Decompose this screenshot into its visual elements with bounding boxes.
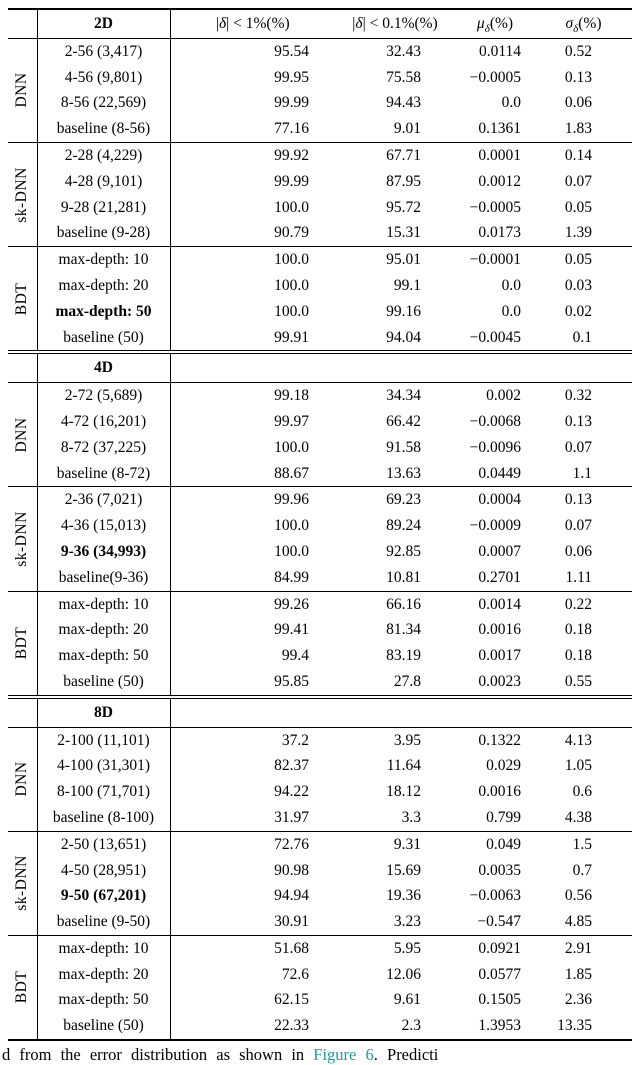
model-cell: max-depth: 50 [37, 643, 170, 669]
value-cell: 0.0173 [478, 224, 521, 242]
table-row [8, 299, 632, 325]
section-header-8d [8, 697, 632, 727]
value-cell: 92.85 [386, 542, 421, 560]
table-row [8, 247, 632, 273]
table-row [8, 962, 632, 988]
group-sk-dnn [8, 831, 632, 935]
column-header [455, 697, 535, 727]
value-cell: 0.13 [564, 491, 592, 509]
model-cell: 2-100 (11,101) [37, 727, 170, 753]
table-row [8, 779, 632, 805]
value-cell: 32.43 [386, 42, 421, 60]
value-cell: 3.23 [393, 913, 421, 931]
value-cell: 0.18 [564, 621, 592, 639]
model-cell: max-depth: 10 [37, 591, 170, 617]
column-header [170, 697, 335, 727]
value-cell: 100.0 [274, 542, 309, 560]
model-cell: baseline (8-100) [37, 805, 170, 831]
value-cell: 2.91 [564, 939, 592, 957]
value-cell: 0.1 [572, 328, 592, 346]
value-cell: −0.547 [477, 913, 521, 931]
caption-fragment-post: . Predicti [373, 1045, 439, 1064]
value-cell: 0.0017 [478, 647, 521, 665]
value-cell: 51.68 [274, 939, 309, 957]
value-cell: 5.95 [393, 939, 421, 957]
model-cell: baseline (8-72) [37, 461, 170, 487]
value-cell: 99.41 [274, 621, 309, 639]
value-cell: 13.35 [557, 1017, 592, 1035]
section-label: 4D [37, 352, 170, 382]
value-cell: 0.0012 [478, 172, 521, 190]
value-cell: 0.0007 [478, 542, 521, 560]
value-cell: 0.0016 [478, 783, 521, 801]
value-cell: 0.07 [564, 438, 592, 456]
paper-page [0, 8, 640, 1064]
group-label-cell [8, 727, 37, 831]
table-row [8, 669, 632, 697]
group-dnn [8, 727, 632, 831]
section-label: 2D [37, 9, 170, 38]
model-cell: 9-50 (67,201) [37, 883, 170, 909]
value-cell: 99.99 [274, 94, 309, 112]
model-cell: 2-50 (13,651) [37, 831, 170, 857]
model-cell: baseline (50) [37, 325, 170, 353]
value-cell: 9.61 [393, 991, 421, 1009]
value-cell: 31.97 [274, 808, 309, 826]
section-header-row [8, 352, 632, 382]
model-cell: 2-28 (4,229) [37, 142, 170, 168]
value-cell: 11.64 [386, 757, 421, 775]
group-sk-dnn [8, 487, 632, 591]
value-cell: 0.05 [564, 198, 592, 216]
value-cell: 0.14 [564, 146, 592, 164]
value-cell: 0.1361 [478, 120, 521, 138]
model-cell: baseline (50) [37, 1013, 170, 1040]
table-row [8, 909, 632, 935]
value-cell: 82.37 [274, 757, 309, 775]
value-cell: 0.0449 [478, 464, 521, 482]
model-cell: baseline(9-36) [37, 565, 170, 591]
value-cell: 88.67 [274, 464, 309, 482]
value-cell: 90.79 [274, 224, 309, 242]
table-row [8, 461, 632, 487]
column-header: |δ| < 0.1%(%) [352, 15, 438, 32]
value-cell: 0.0 [501, 276, 521, 294]
table-row [8, 753, 632, 779]
table-row [8, 325, 632, 353]
model-cell: 4-100 (31,301) [37, 753, 170, 779]
model-cell: 2-72 (5,689) [37, 383, 170, 409]
table-row [8, 513, 632, 539]
value-cell: 99.95 [274, 68, 309, 86]
value-cell: 10.81 [386, 568, 421, 586]
value-cell: 0.2701 [478, 568, 521, 586]
value-cell: 95.72 [386, 198, 421, 216]
value-cell: −0.0045 [469, 328, 521, 346]
value-cell: 4.85 [564, 913, 592, 931]
value-cell: 0.18 [564, 647, 592, 665]
table-row [8, 487, 632, 513]
value-cell: 94.43 [386, 94, 421, 112]
value-cell: 87.95 [386, 172, 421, 190]
caption-fragment-pre: d from the error distribution as shown in [2, 1045, 314, 1064]
table-row [8, 90, 632, 116]
value-cell: 94.22 [274, 783, 309, 801]
model-cell: 2-56 (3,417) [37, 38, 170, 64]
group-label: DNN [13, 417, 31, 453]
value-cell: 99.26 [274, 595, 309, 613]
model-cell: max-depth: 50 [37, 299, 170, 325]
value-cell: −0.0068 [469, 412, 521, 430]
value-cell: 0.0 [501, 94, 521, 112]
table-row [8, 883, 632, 909]
group-label: BDT [13, 626, 31, 660]
value-cell: 0.002 [486, 387, 521, 405]
value-cell: 75.58 [386, 68, 421, 86]
column-header [455, 352, 535, 382]
value-cell: 0.0114 [478, 42, 521, 60]
value-cell: 99.16 [386, 302, 421, 320]
group-label: BDT [13, 971, 31, 1004]
group-label: sk-DNN [13, 511, 31, 567]
group-label: DNN [13, 72, 31, 108]
value-cell: 1.05 [564, 757, 592, 775]
value-cell: 99.92 [274, 146, 309, 164]
model-cell: max-depth: 20 [37, 273, 170, 299]
model-cell: 9-36 (34,993) [37, 539, 170, 565]
model-cell: max-depth: 20 [37, 617, 170, 643]
value-cell: 91.58 [386, 438, 421, 456]
value-cell: 100.0 [274, 198, 309, 216]
value-cell: 0.0014 [478, 595, 521, 613]
value-cell: 100.0 [274, 302, 309, 320]
model-cell: baseline (50) [37, 669, 170, 697]
value-cell: 0.6 [572, 783, 592, 801]
value-cell: 94.94 [274, 887, 309, 905]
group-label-cell [8, 935, 37, 1040]
group-dnn [8, 383, 632, 487]
value-cell: 13.63 [386, 464, 421, 482]
model-cell: max-depth: 50 [37, 987, 170, 1013]
value-cell: 0.06 [564, 94, 592, 112]
table-row [8, 116, 632, 142]
table-row [8, 831, 632, 857]
group-label: sk-DNN [13, 855, 31, 912]
value-cell: 15.31 [386, 224, 421, 242]
value-cell: 0.1505 [478, 991, 521, 1009]
figure-reference-link[interactable]: Figure 6 [313, 1045, 374, 1064]
column-header [170, 352, 335, 382]
value-cell: 0.0004 [478, 491, 521, 509]
table-row [8, 935, 632, 961]
value-cell: 0.06 [564, 542, 592, 560]
value-cell: 99.18 [274, 387, 309, 405]
value-cell: 19.36 [386, 887, 421, 905]
value-cell: 0.0001 [478, 146, 521, 164]
column-header: |δ| < 1%(%) [215, 15, 290, 32]
value-cell: 90.98 [274, 861, 309, 879]
value-cell: 0.02 [564, 302, 592, 320]
value-cell: 0.0 [501, 302, 521, 320]
value-cell: 0.799 [486, 808, 521, 826]
value-cell: 0.13 [564, 412, 592, 430]
value-cell: 0.029 [486, 757, 521, 775]
value-cell: 89.24 [386, 517, 421, 535]
model-cell: 8-72 (37,225) [37, 435, 170, 461]
rotated-label-spacer [8, 352, 37, 382]
value-cell: 1.3953 [478, 1017, 521, 1035]
table-row [8, 169, 632, 195]
model-cell: 4-28 (9,101) [37, 169, 170, 195]
value-cell: 22.33 [274, 1017, 309, 1035]
model-cell: 4-56 (9,801) [37, 65, 170, 91]
value-cell: 37.2 [281, 731, 309, 749]
value-cell: 0.32 [564, 387, 592, 405]
column-header [335, 352, 455, 382]
value-cell: 99.4 [281, 647, 309, 665]
model-cell: 2-36 (7,021) [37, 487, 170, 513]
value-cell: 0.0577 [478, 965, 521, 983]
value-cell: 100.0 [274, 276, 309, 294]
model-cell: baseline (9-50) [37, 909, 170, 935]
table-row [8, 195, 632, 221]
table-row [8, 1013, 632, 1040]
table-row [8, 142, 632, 168]
model-cell: max-depth: 10 [37, 935, 170, 961]
value-cell: 0.55 [564, 672, 592, 690]
table-row [8, 539, 632, 565]
group-label-cell [8, 383, 37, 487]
value-cell: −0.0063 [469, 887, 521, 905]
table-row [8, 858, 632, 884]
value-cell: 100.0 [274, 517, 309, 535]
value-cell: 9.01 [393, 120, 421, 138]
group-bdt [8, 591, 632, 697]
table-row [8, 273, 632, 299]
value-cell: 66.16 [386, 595, 421, 613]
value-cell: 0.07 [564, 172, 592, 190]
section-header-row [8, 697, 632, 727]
value-cell: 18.12 [386, 783, 421, 801]
value-cell: 99.99 [274, 172, 309, 190]
table-row [8, 38, 632, 64]
value-cell: 99.96 [274, 491, 309, 509]
value-cell: 1.5 [572, 835, 592, 853]
group-label-cell [8, 142, 37, 246]
value-cell: 4.13 [564, 731, 592, 749]
value-cell: 95.54 [274, 42, 309, 60]
model-cell: 8-100 (71,701) [37, 779, 170, 805]
table-row [8, 65, 632, 91]
group-label-cell [8, 247, 37, 353]
group-bdt [8, 247, 632, 353]
group-bdt [8, 935, 632, 1040]
value-cell: 95.85 [274, 672, 309, 690]
section-header-4d [8, 352, 632, 382]
value-cell: 2.3 [401, 1017, 421, 1035]
value-cell: 0.7 [572, 861, 592, 879]
section-label: 8D [37, 697, 170, 727]
value-cell: 1.85 [564, 965, 592, 983]
value-cell: 94.04 [386, 328, 421, 346]
section-header-row [8, 9, 632, 38]
value-cell: 0.05 [564, 251, 592, 269]
value-cell: 27.8 [393, 672, 421, 690]
value-cell: 81.34 [386, 621, 421, 639]
group-label-cell [8, 831, 37, 935]
value-cell: 95.01 [386, 251, 421, 269]
value-cell: 0.0023 [478, 672, 521, 690]
value-cell: −0.0005 [469, 198, 521, 216]
table-row [8, 727, 632, 753]
group-label: BDT [13, 282, 31, 316]
table-row [8, 409, 632, 435]
value-cell: 34.34 [386, 387, 421, 405]
group-label-cell [8, 591, 37, 697]
group-label-cell [8, 487, 37, 591]
table-row [8, 383, 632, 409]
caption-text [2, 1045, 640, 1065]
value-cell: 99.91 [274, 328, 309, 346]
value-cell: 3.3 [401, 808, 421, 826]
value-cell: 66.42 [386, 412, 421, 430]
value-cell: 1.11 [565, 568, 592, 586]
value-cell: 30.91 [274, 913, 309, 931]
section-header-2d [8, 9, 632, 38]
table-row [8, 435, 632, 461]
value-cell: −0.0005 [469, 68, 521, 86]
value-cell: 84.99 [274, 568, 309, 586]
results-table [8, 8, 632, 1041]
model-cell: max-depth: 10 [37, 247, 170, 273]
value-cell: 3.95 [393, 731, 421, 749]
value-cell: 0.0016 [478, 621, 521, 639]
table-row [8, 643, 632, 669]
column-header: $\mu_\delta(\%)$ [476, 15, 514, 36]
value-cell: 77.16 [274, 120, 309, 138]
value-cell: 0.07 [564, 517, 592, 535]
model-cell: 4-50 (28,951) [37, 858, 170, 884]
value-cell: 99.1 [393, 276, 421, 294]
value-cell: 100.0 [274, 251, 309, 269]
value-cell: 99.97 [274, 412, 309, 430]
value-cell: 0.52 [564, 42, 592, 60]
model-cell: 8-56 (22,569) [37, 90, 170, 116]
value-cell: 100.0 [274, 438, 309, 456]
table-row [8, 591, 632, 617]
value-cell: 9.31 [393, 835, 421, 853]
column-header [335, 697, 455, 727]
model-cell: baseline (8-56) [37, 116, 170, 142]
value-cell: 12.06 [386, 965, 421, 983]
value-cell: 72.76 [274, 835, 309, 853]
value-cell: 72.6 [281, 965, 309, 983]
value-cell: 0.03 [564, 276, 592, 294]
table-row [8, 220, 632, 246]
table-row [8, 805, 632, 831]
value-cell: 15.69 [386, 861, 421, 879]
group-sk-dnn [8, 142, 632, 246]
group-label-cell [8, 38, 37, 142]
value-cell: 62.15 [274, 991, 309, 1009]
value-cell: 4.38 [564, 808, 592, 826]
value-cell: 0.13 [564, 68, 592, 86]
table-row [8, 987, 632, 1013]
group-dnn [8, 38, 632, 142]
column-header [535, 352, 632, 382]
rotated-label-spacer [8, 697, 37, 727]
model-cell: 4-72 (16,201) [37, 409, 170, 435]
value-cell: 69.23 [386, 491, 421, 509]
model-cell: max-depth: 20 [37, 962, 170, 988]
column-header: $\sigma_\delta(\%)$ [565, 15, 602, 36]
value-cell: 0.56 [564, 887, 592, 905]
model-cell: 4-36 (15,013) [37, 513, 170, 539]
model-cell: 9-28 (21,281) [37, 195, 170, 221]
value-cell: 0.1322 [478, 731, 521, 749]
value-cell: −0.0001 [469, 251, 521, 269]
value-cell: 83.19 [386, 647, 421, 665]
value-cell: 0.0035 [478, 861, 521, 879]
value-cell: 1.1 [572, 464, 592, 482]
group-label: DNN [13, 761, 31, 797]
value-cell: 1.39 [564, 224, 592, 242]
column-header [535, 697, 632, 727]
value-cell: 0.049 [486, 835, 521, 853]
group-label: sk-DNN [13, 166, 31, 223]
value-cell: 0.0921 [478, 939, 521, 957]
table-row [8, 617, 632, 643]
rotated-label-spacer [8, 9, 37, 38]
value-cell: 67.71 [386, 146, 421, 164]
model-cell: baseline (9-28) [37, 220, 170, 246]
value-cell: 1.83 [564, 120, 592, 138]
value-cell: 0.22 [564, 595, 592, 613]
value-cell: 2.36 [564, 991, 592, 1009]
table-row [8, 565, 632, 591]
value-cell: −0.0096 [469, 438, 521, 456]
value-cell: −0.0009 [469, 517, 521, 535]
